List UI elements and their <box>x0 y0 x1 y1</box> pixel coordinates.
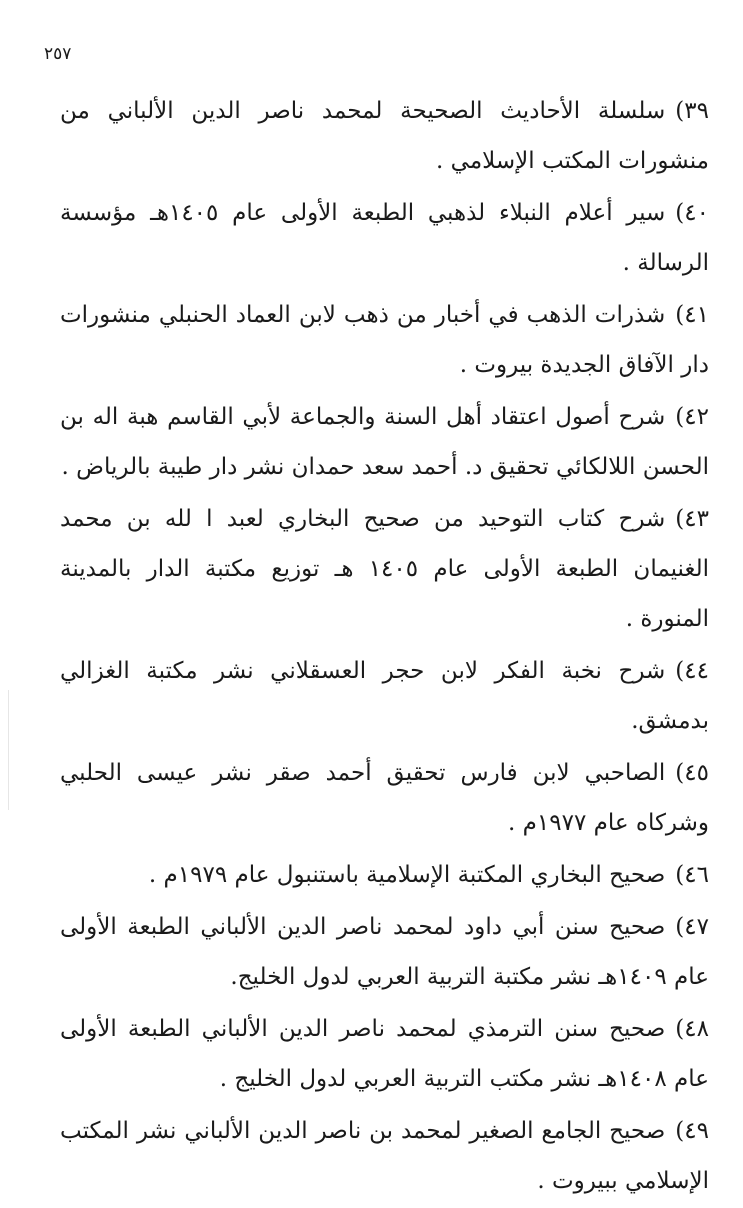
bibliography-entry <box>60 86 709 186</box>
entry-number: ٤٠) <box>675 200 709 226</box>
entry-text: سير أعلام النبلاء لذهبي الطبعة الأولى عام ١٤٠٥هـ مؤسسة الرسالة . <box>60 200 709 276</box>
entry-text: شرح نخبة الفكر لابن حجر العسقلاني نشر مكتبة الغزالي بدمشق. <box>60 658 709 734</box>
entry-text: شرح أصول اعتقاد أهل السنة والجماعة لأبي القاسم هبة اله بن الحسن اللالكائي تحقيق د. أحمد سعد حمدان نشر دار طيبة بالرياض . <box>60 404 709 480</box>
bibliography-list <box>60 86 709 1208</box>
entry-number: ٤١) <box>675 302 709 328</box>
entry-number: ٤٦) <box>675 862 709 888</box>
bibliography-entry <box>60 1004 709 1104</box>
entry-number: ٤٨) <box>675 1016 709 1042</box>
bibliography-entry <box>60 1106 709 1206</box>
entry-text: صحيح سنن أبي داود لمحمد ناصر الدين الألباني الطبعة الأولى عام ١٤٠٩هـ نشر مكتبة التربية العربي لدول الخليج. <box>60 914 709 990</box>
entry-text: الصاحبي لابن فارس تحقيق أحمد صقر نشر عيسى الحلبي وشركاه عام ١٩٧٧م . <box>60 760 709 836</box>
entry-text: شذرات الذهب في أخبار من ذهب لابن العماد الحنبلي منشورات دار الآفاق الجديدة بيروت . <box>60 302 709 378</box>
bibliography-entry <box>60 494 709 644</box>
bibliography-entry <box>60 646 709 746</box>
bibliography-entry <box>60 188 709 288</box>
entry-text: صحيح البخاري المكتبة الإسلامية باستنبول عام ١٩٧٩م . <box>148 862 666 888</box>
entry-number: ٤٣) <box>675 506 709 532</box>
bibliography-entry <box>60 902 709 1002</box>
page-number: ٢٥٧ <box>44 44 72 64</box>
bibliography-entry <box>60 748 709 848</box>
bibliography-entry <box>60 392 709 492</box>
bibliography-entry <box>60 850 709 900</box>
entry-number: ٤٧) <box>675 914 709 940</box>
entry-text: شرح كتاب التوحيد من صحيح البخاري لعبد ا لله بن محمد الغنيمان الطبعة الأولى عام ١٤٠٥ هـ توزيع مكتبة الدار بالمدينة المنورة . <box>60 506 709 632</box>
scan-margin-line <box>8 690 9 810</box>
entry-number: ٤٥) <box>675 760 709 786</box>
entry-number: ٤٤) <box>675 658 709 684</box>
entry-text: صحيح الجامع الصغير لمحمد بن ناصر الدين الألباني نشر المكتب الإسلامي ببيروت . <box>60 1118 709 1194</box>
entry-number: ٤٢) <box>675 404 709 430</box>
entry-number: ٤٩) <box>675 1118 709 1144</box>
entry-text: سلسلة الأحاديث الصحيحة لمحمد ناصر الدين الألباني من منشورات المكتب الإسلامي . <box>60 98 709 174</box>
bibliography-entry <box>60 290 709 390</box>
entry-text: صحيح سنن الترمذي لمحمد ناصر الدين الألباني الطبعة الأولى عام ١٤٠٨هـ نشر مكتب التربية العربي لدول الخليج . <box>60 1016 709 1092</box>
entry-number: ٣٩) <box>675 98 709 124</box>
